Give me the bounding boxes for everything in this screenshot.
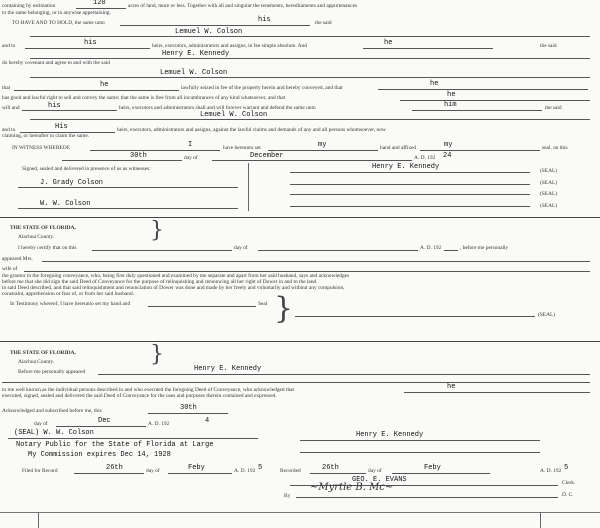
wife-of: wife of [2,266,18,272]
and-to-1: and to [2,43,16,49]
clerk-name: GEO. E. EVANS [352,476,407,484]
witness-2-name: W. W. Colson [40,200,91,208]
appeared-name: Henry E. Kennedy [194,365,262,373]
ack1-body-2: before me that she did sign the said Deed of Conveyance for the purpose of relinquishing and renouncing all her right of Dower in and to the land [2,279,317,285]
filed-month: Feby [188,464,205,472]
seal-2: (SEAL) [540,180,558,186]
year-1: 24 [443,152,452,160]
ack1-body-3: in said Deed described, and that said relinquishment and renunciation of Dower was done and made by her freely and voluntarily and without any compulsion, [2,285,345,291]
ad-5: A. D. 192 [540,468,562,474]
will-said: the said [545,105,562,111]
seal-4: (SEAL) [540,203,558,209]
day-of-1: day of [184,155,198,161]
ack-subscribed: Acknowledged and subscribed before me, this [2,408,102,414]
ad-1: A. D. 192 [414,155,436,161]
ack2-he: he [447,383,456,391]
day-of-4: day of [146,468,160,474]
state-heading-2: THE STATE OF FLORIDA, [10,350,76,356]
filed-day: 26th [106,464,123,472]
will-him: him [444,101,457,109]
acreage-pre: containing by estimation [2,3,56,9]
county-2: Alachua County. [18,359,55,365]
commission-expires: My Commission expires Dec 14, 1928 [28,451,171,459]
grantor-signature: Henry E. Kennedy [372,163,440,171]
notary-public-line: Notary Public for the State of Florida at Large [16,441,214,449]
deputy-clerk-signature: ~Myrtle B. Mc~ [310,482,394,493]
appeared-mrs: appeared Mrs. [2,256,33,262]
day-of-5: day of [368,468,382,474]
filed-for-record: Filed for Record [22,468,58,474]
signed-text: Signed, sealed and delivered in presence of us as witnesses: [22,166,151,172]
brace-2: } [274,291,294,326]
day-of-2: day of [234,245,248,251]
ack2-known-2: executed, signed, sealed and delivered the said Deed of Conveyance for the uses and purposes therein contained and expressed. [2,393,277,399]
grantee-name-3: Lemuel W. Colson [200,111,268,119]
day-of-3: day of [34,421,48,427]
recorded-label: Recorded [280,468,301,474]
covenant-text: do hereby covenant and agree to and with the said [2,60,110,66]
his-cap: His [55,123,68,131]
seal-word: Seal [258,301,268,307]
seal-3: (SEAL) [540,191,558,197]
heirs-text: heirs, executors, administrators and assigns, in fee simple absolute. And [152,43,307,49]
the-said-1: the said [315,20,332,26]
before-appeared: Before me personally appeared [18,369,86,375]
ack1-seal: (SEAL) [538,312,556,318]
habendum-his: his [258,16,271,24]
recorded-month: Feby [424,464,441,472]
ack2-known-1: to me well known as the individual persons described in and who executed the foregoing Deed of Conveyance, who acknowledged that [2,387,295,393]
recorded-year: 5 [564,464,569,472]
ack2-day-number: 30th [180,404,197,412]
ack1-body-1: the grantor in the foregoing conveyance, who, being first duly questioned and examined by me separate and apart from her said husband, says and acknowledges [2,273,350,279]
witness-have: have hereunto set [223,145,261,151]
recorded-day: 26th [322,464,339,472]
clerk-label: Clerk. [562,480,576,486]
seized-text: lawfully seized in fee of the property herein and hereby conveyed, and that [181,85,343,91]
month-name: December [250,152,284,160]
habendum-text: TO HAVE AND TO HOLD, the same unto [12,20,105,26]
ad-3: A. D. 192 [148,421,170,427]
county-1: Alachua County. [18,234,55,240]
good-right-text: has good and lawful right to sell and convey the same; that the same is free from all incumbrances of any kind whatsoever, and that [2,95,286,101]
grantee-name-1: Lemuel W. Colson [175,28,243,36]
dc-label: D. C. [562,492,574,498]
testimony-text: In Testimony whereof, I have hereunto set my hand and [10,301,131,307]
good-he: he [447,91,456,99]
brace-3: } [150,342,164,367]
seal-1: (SEAL) [540,168,558,174]
that-1: that [2,85,11,91]
the-said-2: the said [540,43,557,49]
ack2-signer: Henry E. Kennedy [356,431,424,439]
ad-2: A. D. 192 [420,245,442,251]
day-number: 30th [130,152,147,160]
witness-my: my [318,141,327,149]
claiming-text: claiming, or hereafter to claim the same. [2,133,90,139]
ack2-year: 4 [205,417,210,425]
will-text: heirs, executors and administrators shall and will forever warrant and defend the same unto [119,105,316,111]
witness-1-name: J. Grady Colson [40,179,104,187]
appertaining-line: to the same belonging, or in anywise appertaining. [2,10,111,16]
acreage-value: 120 [93,0,106,7]
witness-whereof: IN WITNESS WHEREOF, [12,145,71,151]
state-heading-1: THE STATE OF FLORIDA, [10,225,76,231]
ad-4: A. D. 192 [234,468,256,474]
and-he: he [384,39,393,47]
grantee-name-2: Lemuel W. Colson [160,69,228,77]
acreage-post: acres of land, more or less. Together with all and singular the tenements, hereditaments and appurtenances [128,3,358,9]
witness-hand: hand and affixed [380,145,417,151]
will-and: will and [2,105,20,111]
by-label: By [284,493,291,499]
seized-he: he [100,81,109,89]
before-personally: , before me personally [460,245,509,251]
ack2-month: Dec [98,417,111,425]
grantor-name-1: Henry E. Kennedy [162,50,230,58]
heirs-his: his [84,39,97,47]
and-to-2: and to [2,127,16,133]
heirs-text-2: heirs, executors, administrators and assigns, against the lawful claims and demands of any and all persons whomsoever, now [117,127,386,133]
notary-seal-name: (SEAL) W. W. Colson [14,429,94,437]
certify-text: I hereby certify that on this [18,245,77,251]
witness-i: I [188,141,193,149]
witness-seal: seal, on this [542,145,568,151]
seized-he-2: he [430,80,439,88]
witness-my-2: my [444,141,453,149]
brace-1: } [150,218,164,243]
ack1-body-4: constraint, apprehension or fear of, or from her said husband. [2,291,135,297]
will-his: his [48,102,61,110]
filed-year: 5 [258,464,263,472]
